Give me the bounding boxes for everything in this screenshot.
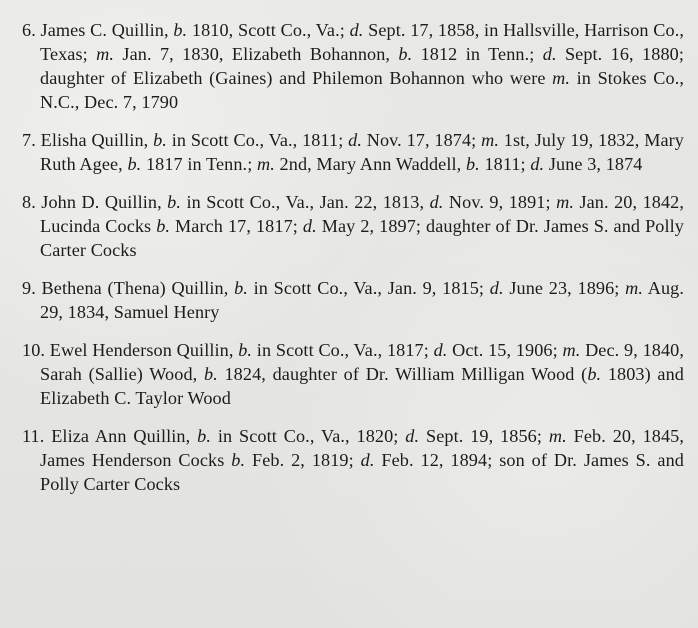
text-fragment: Jan. 20, 1842, Lucinda Cocks (40, 192, 685, 236)
abbreviation-fragment: b. (156, 216, 171, 236)
abbreviation-fragment: b. (197, 426, 211, 446)
text-fragment: March 17, 1817; (170, 216, 303, 236)
abbreviation-fragment: m. (556, 192, 574, 212)
abbreviation-fragment: b. (173, 20, 188, 40)
text-fragment: Sept. 17, 1858, in Hallsville, Harrison Co., Texas; (40, 20, 685, 64)
text-fragment: 1811; (479, 154, 531, 174)
abbreviation-fragment: m. (625, 278, 644, 298)
abbreviation-fragment: m. (257, 154, 275, 174)
text-fragment: 9. Bethena (Thena) Quillin, (22, 278, 235, 298)
abbreviation-fragment: d. (348, 130, 362, 150)
text-fragment: in Scott Co., Va., 1811; (166, 130, 349, 150)
genealogy-entry (22, 128, 684, 176)
abbreviation-fragment: b. (234, 278, 248, 298)
text-fragment: 1st, July 19, 1832, Mary Ruth Agee, (40, 130, 684, 174)
text-fragment: Sept. 19, 1856; (419, 426, 549, 446)
text-fragment: Jan. 7, 1830, Elizabeth Bohannon, (114, 44, 399, 64)
abbreviation-fragment: b. (153, 130, 167, 150)
abbreviation-fragment: b. (203, 364, 218, 384)
text-fragment: Nov. 17, 1874; (361, 130, 482, 150)
text-fragment: 10. Ewel Henderson Quillin, (22, 340, 239, 360)
genealogy-entry (22, 190, 684, 262)
text-fragment: in Scott Co., Va., Jan. 22, 1813, (181, 192, 430, 212)
abbreviation-fragment: m. (96, 44, 115, 64)
genealogy-entry (22, 424, 684, 496)
text-fragment: in Scott Co., Va., Jan. 9, 1815; (247, 278, 490, 298)
genealogy-entry-list (22, 18, 684, 496)
abbreviation-fragment: b. (167, 192, 182, 212)
abbreviation-fragment: d. (302, 216, 317, 236)
abbreviation-fragment: b. (238, 340, 253, 360)
text-fragment: Sept. 16, 1880; daughter of Elizabeth (Gaines) and Philemon Bohannon who were (40, 44, 684, 88)
text-fragment: 1812 in Tenn.; (412, 44, 543, 64)
text-fragment: 8. John D. Quillin, (22, 192, 168, 212)
text-fragment: 1817 in Tenn.; (141, 154, 258, 174)
genealogy-entry (22, 338, 684, 410)
text-fragment: 1810, Scott Co., Va.; (187, 20, 350, 40)
abbreviation-fragment: d. (433, 340, 448, 360)
text-fragment: Nov. 9, 1891; (443, 192, 557, 212)
text-fragment: in Stokes Co., N.C., Dec. 7, 1790 (40, 68, 684, 112)
text-fragment: Aug. 29, 1834, Samuel Henry (40, 278, 684, 322)
abbreviation-fragment: d. (542, 44, 557, 64)
abbreviation-fragment: d. (360, 450, 375, 470)
genealogy-entry (22, 18, 684, 114)
abbreviation-fragment: m. (548, 426, 567, 446)
text-fragment: June 23, 1896; (503, 278, 626, 298)
abbreviation-fragment: d. (429, 192, 444, 212)
abbreviation-fragment: b. (231, 450, 246, 470)
abbreviation-fragment: b. (398, 44, 413, 64)
abbreviation-fragment: b. (465, 154, 480, 174)
text-fragment: June 3, 1874 (544, 154, 643, 174)
text-fragment: 1803) and Elizabeth C. Taylor Wood (40, 364, 684, 408)
abbreviation-fragment: d. (489, 278, 504, 298)
text-fragment: in Scott Co., Va., 1817; (252, 340, 434, 360)
text-fragment: Feb. 2, 1819; (245, 450, 361, 470)
text-fragment: Oct. 15, 1906; (447, 340, 563, 360)
text-fragment: 7. Elisha Quillin, (22, 130, 154, 150)
abbreviation-fragment: m. (552, 68, 571, 88)
text-fragment: Feb. 12, 1894; son of Dr. James S. and Polly Carter Cocks (40, 450, 684, 494)
abbreviation-fragment: m. (562, 340, 581, 360)
abbreviation-fragment: d. (530, 154, 545, 174)
abbreviation-fragment: b. (587, 364, 602, 384)
abbreviation-fragment: b. (127, 154, 142, 174)
abbreviation-fragment: d. (349, 20, 364, 40)
text-fragment: Feb. 20, 1845, James Henderson Cocks (40, 426, 685, 470)
text-fragment: in Scott Co., Va., 1820; (210, 426, 406, 446)
genealogy-entry (22, 276, 684, 324)
text-fragment: 2nd, Mary Ann Waddell, (274, 154, 466, 174)
text-fragment: 6. James C. Quillin, (22, 20, 174, 40)
abbreviation-fragment: d. (405, 426, 420, 446)
text-fragment: 1824, daughter of Dr. William Milligan Wood ( (217, 364, 588, 384)
text-fragment: Dec. 9, 1840, Sarah (Sallie) Wood, (40, 340, 684, 384)
text-fragment: 11. Eliza Ann Quillin, (22, 426, 198, 446)
abbreviation-fragment: m. (481, 130, 499, 150)
text-fragment: May 2, 1897; daughter of Dr. James S. and Polly Carter Cocks (40, 216, 684, 260)
